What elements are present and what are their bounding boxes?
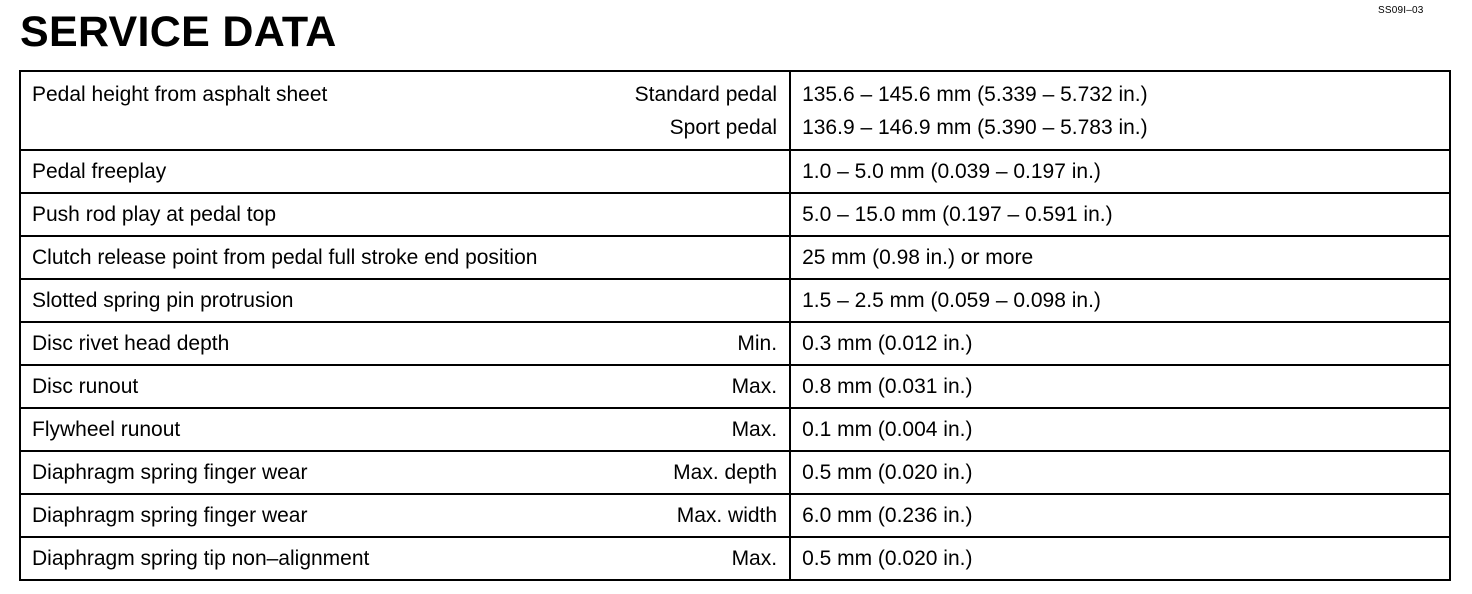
- item-cell: [20, 322, 790, 365]
- item-label: Diaphragm spring finger wear: [32, 503, 308, 527]
- value-cell: [790, 451, 1450, 494]
- value-cell: [790, 279, 1450, 322]
- item-cell: [20, 279, 790, 322]
- value-text: 1.5 – 2.5 mm (0.059 – 0.098 in.): [802, 288, 1101, 312]
- value-text: 0.8 mm (0.031 in.): [802, 374, 973, 398]
- item-label: Disc rivet head depth: [32, 331, 230, 355]
- item-cell: [20, 537, 790, 580]
- item-cell: [20, 71, 790, 150]
- item-cell: [20, 494, 790, 537]
- value-cell: [790, 236, 1450, 279]
- item-label: Pedal freeplay: [32, 159, 167, 183]
- value-cell: [790, 150, 1450, 193]
- value-cell: [790, 71, 1450, 150]
- condition-standard-pedal: Standard pedal: [634, 82, 778, 106]
- value-cell: [790, 193, 1450, 236]
- table-row: [20, 150, 1450, 193]
- table-row: [20, 494, 1450, 537]
- condition-sport-pedal: Sport pedal: [669, 115, 778, 139]
- condition-label: Max. depth: [673, 460, 778, 484]
- value-cell: [790, 322, 1450, 365]
- value-standard-pedal: 135.6 – 145.6 mm (5.339 – 5.732 in.): [802, 82, 1148, 106]
- value-cell: [790, 494, 1450, 537]
- item-label: Diaphragm spring tip non–alignment: [32, 546, 370, 570]
- item-label: Pedal height from asphalt sheet: [32, 82, 328, 106]
- table-row: [20, 193, 1450, 236]
- value-text: 0.3 mm (0.012 in.): [802, 331, 973, 355]
- condition-label: Max.: [731, 374, 778, 398]
- item-cell: [20, 193, 790, 236]
- item-cell: [20, 365, 790, 408]
- item-label: Diaphragm spring finger wear: [32, 460, 308, 484]
- item-label: Slotted spring pin protrusion: [32, 288, 294, 312]
- table-row: [20, 408, 1450, 451]
- condition-label: Max.: [731, 417, 778, 441]
- table-row: [20, 236, 1450, 279]
- value-cell: [790, 537, 1450, 580]
- table-row: [20, 322, 1450, 365]
- value-text: 0.5 mm (0.020 in.): [802, 460, 973, 484]
- item-label: Clutch release point from pedal full stroke end position: [32, 245, 538, 269]
- value-text: 0.1 mm (0.004 in.): [802, 417, 973, 441]
- service-data-table: [19, 70, 1451, 581]
- table-row: [20, 71, 1450, 150]
- document-code: SS09I–03: [1378, 5, 1424, 16]
- item-cell: [20, 236, 790, 279]
- table-row: [20, 279, 1450, 322]
- value-cell: [790, 408, 1450, 451]
- value-text: 1.0 – 5.0 mm (0.039 – 0.197 in.): [802, 159, 1101, 183]
- item-label: Push rod play at pedal top: [32, 202, 277, 226]
- value-text: 5.0 – 15.0 mm (0.197 – 0.591 in.): [802, 202, 1113, 226]
- value-text: 25 mm (0.98 in.) or more: [802, 245, 1034, 269]
- table-row: [20, 365, 1450, 408]
- condition-label: Min.: [737, 331, 778, 355]
- item-cell: [20, 408, 790, 451]
- value-text: 6.0 mm (0.236 in.): [802, 503, 973, 527]
- condition-label: [635, 78, 777, 144]
- table-row: [20, 451, 1450, 494]
- value-sport-pedal: 136.9 – 146.9 mm (5.390 – 5.783 in.): [802, 115, 1148, 139]
- item-label: Disc runout: [32, 374, 139, 398]
- item-cell: [20, 150, 790, 193]
- table-row: [20, 537, 1450, 580]
- condition-label: Max. width: [676, 503, 778, 527]
- item-cell: [20, 451, 790, 494]
- value-cell: [790, 365, 1450, 408]
- page-title: SERVICE DATA: [20, 8, 337, 56]
- condition-label: Max.: [731, 546, 778, 570]
- value-text: 0.5 mm (0.020 in.): [802, 546, 973, 570]
- item-label: Flywheel runout: [32, 417, 181, 441]
